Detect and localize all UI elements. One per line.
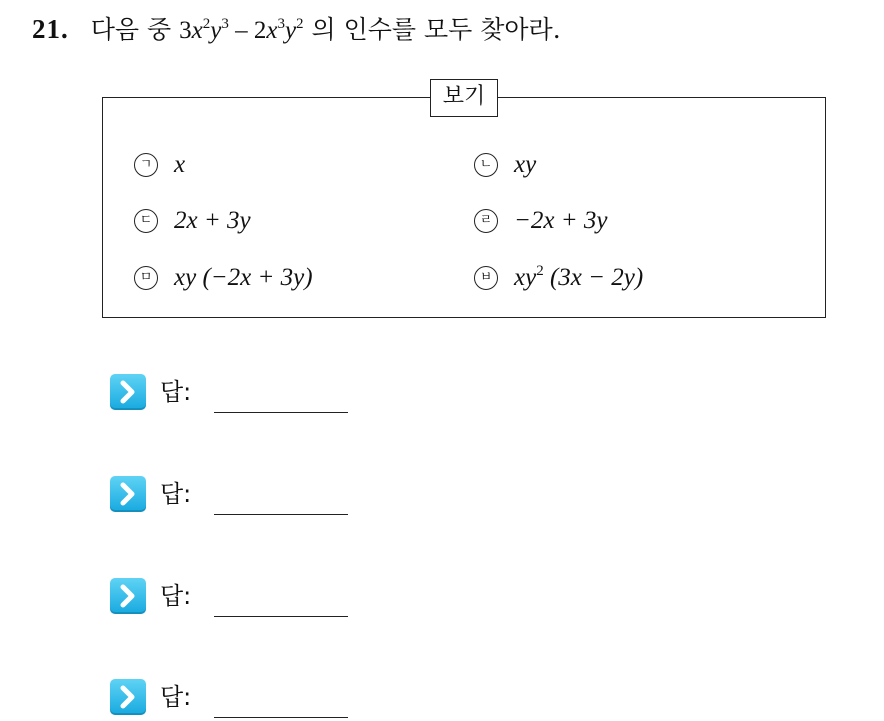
- choice-giyeok: [134, 150, 185, 180]
- answer-label: 답:: [160, 378, 192, 406]
- answer-row: [110, 578, 410, 618]
- choices-box-label: 보기: [430, 79, 498, 117]
- answer-blank[interactable]: [214, 514, 348, 515]
- chevron-right-icon: [110, 476, 146, 512]
- answer-row: [110, 374, 410, 414]
- answer-label: 답:: [160, 683, 192, 711]
- question-text: [32, 12, 561, 48]
- choice-mieum: [134, 263, 313, 293]
- chevron-right-icon: [110, 679, 146, 715]
- choice-expression: x: [174, 151, 186, 178]
- question-number: 21.: [32, 14, 69, 44]
- choice-marker: ㄴ: [474, 153, 498, 177]
- answer-blank[interactable]: [214, 616, 348, 617]
- choice-expression: $xy^2$ (3x − 2y): [514, 263, 644, 291]
- chevron-right-icon: [110, 374, 146, 410]
- answer-label: 답:: [160, 480, 192, 508]
- answer-row: [110, 476, 410, 516]
- answer-label: 답:: [160, 582, 192, 610]
- choice-nieun: [474, 150, 536, 180]
- choice-expression: xy (−2x + 3y): [174, 264, 313, 291]
- choice-rieul: [474, 206, 607, 236]
- choice-marker: ㄱ: [134, 153, 158, 177]
- choice-expression: 2x + 3y: [174, 207, 251, 234]
- choice-marker: ㅁ: [134, 266, 158, 290]
- question-prefix: 다음 중: [90, 15, 172, 44]
- choice-bieup: [474, 263, 643, 293]
- choice-marker: ㅂ: [474, 266, 498, 290]
- choice-expression: xy: [514, 151, 537, 178]
- chevron-right-icon: [110, 578, 146, 614]
- answer-row: [110, 679, 410, 719]
- question-suffix: 의 인수를 모두 찾아라.: [311, 15, 561, 44]
- answer-blank[interactable]: [214, 412, 348, 413]
- question-expression: $3x^2y^3 - 2x^3y^2$: [179, 16, 304, 44]
- choice-digeut: [134, 206, 251, 236]
- choice-expression: −2x + 3y: [514, 207, 608, 234]
- answer-blank[interactable]: [214, 717, 348, 718]
- choice-marker: ㄷ: [134, 209, 158, 233]
- choice-marker: ㄹ: [474, 209, 498, 233]
